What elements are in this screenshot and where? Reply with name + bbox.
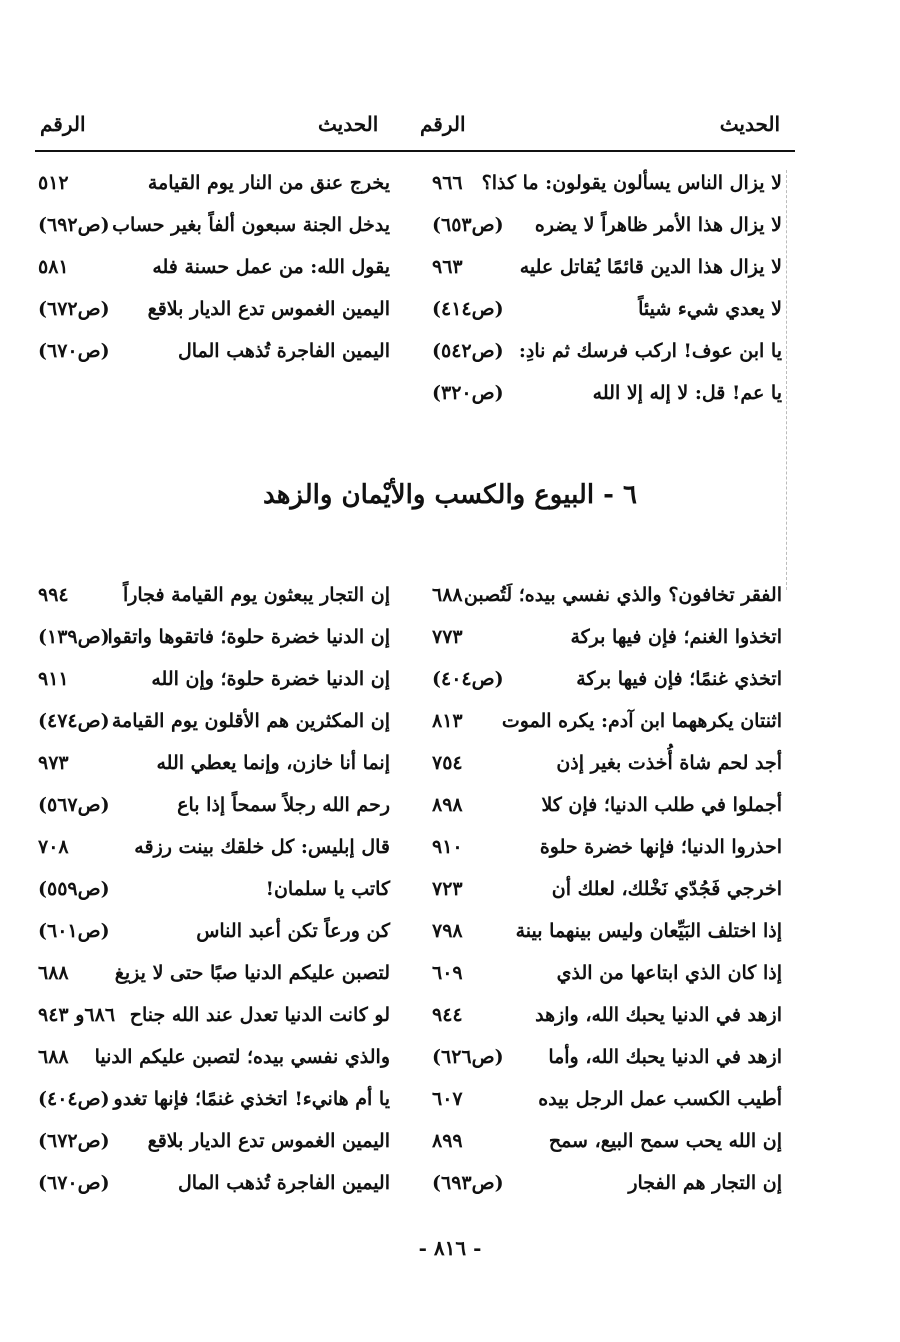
- hadith-text: اتخذي غنمًا؛ فإن فيها بركة: [576, 668, 782, 690]
- hadith-number: ٥١٢: [38, 172, 69, 194]
- hadith-text: إنما أنا خازن، وإنما يعطي الله: [156, 752, 390, 774]
- hadith-text: رحم الله رجلاً سمحاً إذا باع: [177, 794, 390, 816]
- hadith-text: اثنتان يكرههما ابن آدم: يكره الموت: [501, 710, 782, 732]
- hadith-number: ٩٧٣: [38, 752, 69, 774]
- index-column-top-right: [430, 166, 782, 418]
- index-entry: [38, 872, 390, 914]
- hadith-number: (ص٦٥٣): [432, 214, 504, 236]
- hadith-number: ٦٨٨: [432, 584, 463, 606]
- hadith-text: الفقر تخافون؟ والذي نفسي بيده؛ لَتُصبن: [463, 584, 782, 606]
- index-entry: [38, 250, 390, 292]
- index-entry: [430, 746, 782, 788]
- index-entry: [430, 376, 782, 418]
- index-entry: [430, 1166, 782, 1208]
- hadith-text: يخرج عنق من النار يوم القيامة: [147, 172, 390, 194]
- index-entry: [38, 1124, 390, 1166]
- hadith-number: ٩٤٤: [432, 1004, 463, 1026]
- hadith-text: إن الله يحب سمح البيع، سمح: [548, 1130, 782, 1152]
- index-column-bottom-left: [38, 578, 390, 1208]
- hadith-text: أجملوا في طلب الدنيا؛ فإن كلا: [541, 794, 782, 816]
- hadith-number: ٧٢٣: [432, 878, 463, 900]
- index-column-top-left: [38, 166, 390, 376]
- index-entry: [430, 208, 782, 250]
- hadith-number: ٩٦٦: [432, 172, 463, 194]
- index-entry: [38, 704, 390, 746]
- hadith-number: ٦٨٨: [38, 962, 69, 984]
- hadith-number: (ص٦٧٢): [38, 1130, 110, 1152]
- hadith-text: إذا اختلف البَيِّعان وليس بينهما بينة: [515, 920, 782, 942]
- margin-line: [786, 170, 787, 590]
- hadith-number: (ص٦٧٠): [38, 1172, 110, 1194]
- hadith-number: ٧٧٣: [432, 626, 463, 648]
- hadith-number: (ص٤٧٤): [38, 710, 110, 732]
- hadith-text: يقول الله: من عمل حسنة فله: [152, 256, 390, 278]
- index-entry: [430, 250, 782, 292]
- hadith-number: ٧٠٨: [38, 836, 69, 858]
- hadith-text: يا ابن عوف! اركب فرسك ثم نادِ:: [518, 340, 782, 362]
- hadith-number: (ص٦٧٠): [38, 340, 110, 362]
- index-entry: [430, 914, 782, 956]
- index-entry: [38, 662, 390, 704]
- hadith-number: ٦٨٨: [38, 1046, 69, 1068]
- hadith-text: احذروا الدنيا؛ فإنها خضرة حلوة: [539, 836, 782, 858]
- page-number: - ٨١٦ -: [418, 1236, 482, 1260]
- hadith-number: ٩١٠: [432, 836, 463, 858]
- index-entry: [430, 578, 782, 620]
- index-entry: [430, 620, 782, 662]
- index-entry: [430, 704, 782, 746]
- hadith-text: أطيب الكسب عمل الرجل بيده: [538, 1088, 782, 1110]
- header-rule: [35, 150, 795, 152]
- header-number-right: الرقم: [420, 112, 466, 136]
- hadith-text: ازهد في الدنيا يحبك الله، وازهد: [535, 1004, 782, 1026]
- hadith-number: (ص٦٩٢): [38, 214, 110, 236]
- index-entry: [430, 334, 782, 376]
- hadith-text: كن ورعاً تكن أعبد الناس: [196, 920, 390, 942]
- hadith-number: ٨١٣: [432, 710, 463, 732]
- hadith-text: اتخذوا الغنم؛ فإن فيها بركة: [570, 626, 782, 648]
- index-entry: [38, 830, 390, 872]
- header-number-left: الرقم: [40, 112, 86, 136]
- hadith-text: لتصبن عليكم الدنيا صبًا حتى لا يزيغ: [114, 962, 390, 984]
- hadith-text: يدخل الجنة سبعون ألفاً بغير حساب: [112, 214, 390, 236]
- hadith-text: قال إبليس: كل خلقك بينت رزقه: [134, 836, 390, 858]
- header-hadith-left: الحديث: [318, 112, 379, 136]
- index-entry: [430, 1124, 782, 1166]
- section-title: ٦ - البيوع والكسب والأيْمان والزهد: [263, 480, 637, 510]
- index-entry: [430, 1040, 782, 1082]
- hadith-text: اليمين الغموس تدع الديار بلاقع: [147, 1130, 390, 1152]
- index-entry: [38, 998, 390, 1040]
- hadith-number: ٨٩٩: [432, 1130, 463, 1152]
- hadith-number: ٩٦٣: [432, 256, 463, 278]
- index-entry: [38, 620, 390, 662]
- index-entry: [38, 1166, 390, 1208]
- hadith-text: يا عم! قل: لا إله إلا الله: [592, 382, 782, 404]
- index-entry: [38, 914, 390, 956]
- index-entry: [38, 746, 390, 788]
- index-entry: [430, 662, 782, 704]
- hadith-text: لا يعدي شيء شيئاً: [638, 298, 782, 320]
- index-column-bottom-right: [430, 578, 782, 1208]
- hadith-number: (ص٥٤٢): [432, 340, 504, 362]
- hadith-number: (ص٤٠٤): [38, 1088, 110, 1110]
- hadith-number: ٥٨١: [38, 256, 69, 278]
- hadith-number: (ص٥٥٩): [38, 878, 110, 900]
- hadith-text: لا يزال هذا الدين قائمًا يُقاتل عليه: [519, 256, 782, 278]
- hadith-number: ٧٩٨: [432, 920, 463, 942]
- index-entry: [38, 334, 390, 376]
- hadith-text: لا يزال الناس يسألون يقولون: ما كذا؟: [481, 172, 782, 194]
- hadith-number: (ص٦٠١): [38, 920, 110, 942]
- hadith-text: إن المكثرين هم الأقلون يوم القيامة: [111, 710, 390, 732]
- index-entry: [38, 1040, 390, 1082]
- hadith-number: ٦٠٩: [432, 962, 463, 984]
- hadith-text: لا يزال هذا الأمر ظاهراً لا يضره: [534, 214, 782, 236]
- index-entry: [430, 956, 782, 998]
- index-entry: [430, 872, 782, 914]
- hadith-number: ٩١١: [38, 668, 69, 690]
- hadith-text: اليمين الفاجرة تُذهب المال: [177, 1172, 390, 1194]
- index-entry: [430, 788, 782, 830]
- header-hadith-right: الحديث: [719, 112, 780, 136]
- index-entry: [430, 830, 782, 872]
- hadith-text: إن الدنيا خضرة حلوة؛ فاتقوها واتقوا: [107, 626, 390, 648]
- hadith-text: كاتب يا سلمان!: [265, 878, 390, 900]
- hadith-text: ازهد في الدنيا يحبك الله، وأما: [548, 1046, 782, 1068]
- hadith-text: إن الدنيا خضرة حلوة؛ وإن الله: [151, 668, 390, 690]
- hadith-number: (ص٦٢٦): [432, 1046, 504, 1068]
- index-entry: [38, 166, 390, 208]
- index-entry: [38, 208, 390, 250]
- hadith-number: (ص٥٦٧): [38, 794, 110, 816]
- hadith-number: (ص٦٧٢): [38, 298, 110, 320]
- hadith-text: اليمين الغموس تدع الديار بلاقع: [147, 298, 390, 320]
- hadith-text: والذي نفسي بيده؛ لتصبن عليكم الدنيا: [94, 1046, 390, 1068]
- hadith-text: لو كانت الدنيا تعدل عند الله جناح: [129, 1004, 390, 1026]
- hadith-number: (ص٤١٤): [432, 298, 504, 320]
- hadith-text: اخرجي فَجُدّي نَخْلك، لعلك أن: [551, 878, 782, 900]
- hadith-number: (ص٣٢٠): [432, 382, 504, 404]
- hadith-text: إن التجار يبعثون يوم القيامة فجاراً: [122, 584, 390, 606]
- hadith-number: (ص١٣٩): [38, 626, 110, 648]
- index-entry: [38, 578, 390, 620]
- index-entry: [430, 998, 782, 1040]
- index-entry: [38, 788, 390, 830]
- hadith-number: (ص٦٩٣): [432, 1172, 504, 1194]
- hadith-number: ٦٠٧: [432, 1088, 463, 1110]
- hadith-text: اليمين الفاجرة تُذهب المال: [177, 340, 390, 362]
- hadith-text: أجد لحم شاة أُخذت بغير إذن: [556, 752, 782, 774]
- hadith-number: ٦٨٦و ٩٤٣: [38, 1004, 116, 1026]
- index-entry: [38, 292, 390, 334]
- index-entry: [430, 1082, 782, 1124]
- hadith-text: إذا كان الذي ابتاعها من الذي: [556, 962, 782, 984]
- hadith-number: ٨٩٨: [432, 794, 463, 816]
- hadith-number: ٧٥٤: [432, 752, 463, 774]
- index-entry: [38, 1082, 390, 1124]
- hadith-number: ٩٩٤: [38, 584, 69, 606]
- index-entry: [430, 292, 782, 334]
- hadith-number: (ص٤٠٤): [432, 668, 504, 690]
- index-entry: [430, 166, 782, 208]
- hadith-text: يا أم هانيء! اتخذي غنمًا؛ فإنها تغدو: [113, 1088, 390, 1110]
- index-entry: [38, 956, 390, 998]
- hadith-text: إن التجار هم الفجار: [628, 1172, 782, 1194]
